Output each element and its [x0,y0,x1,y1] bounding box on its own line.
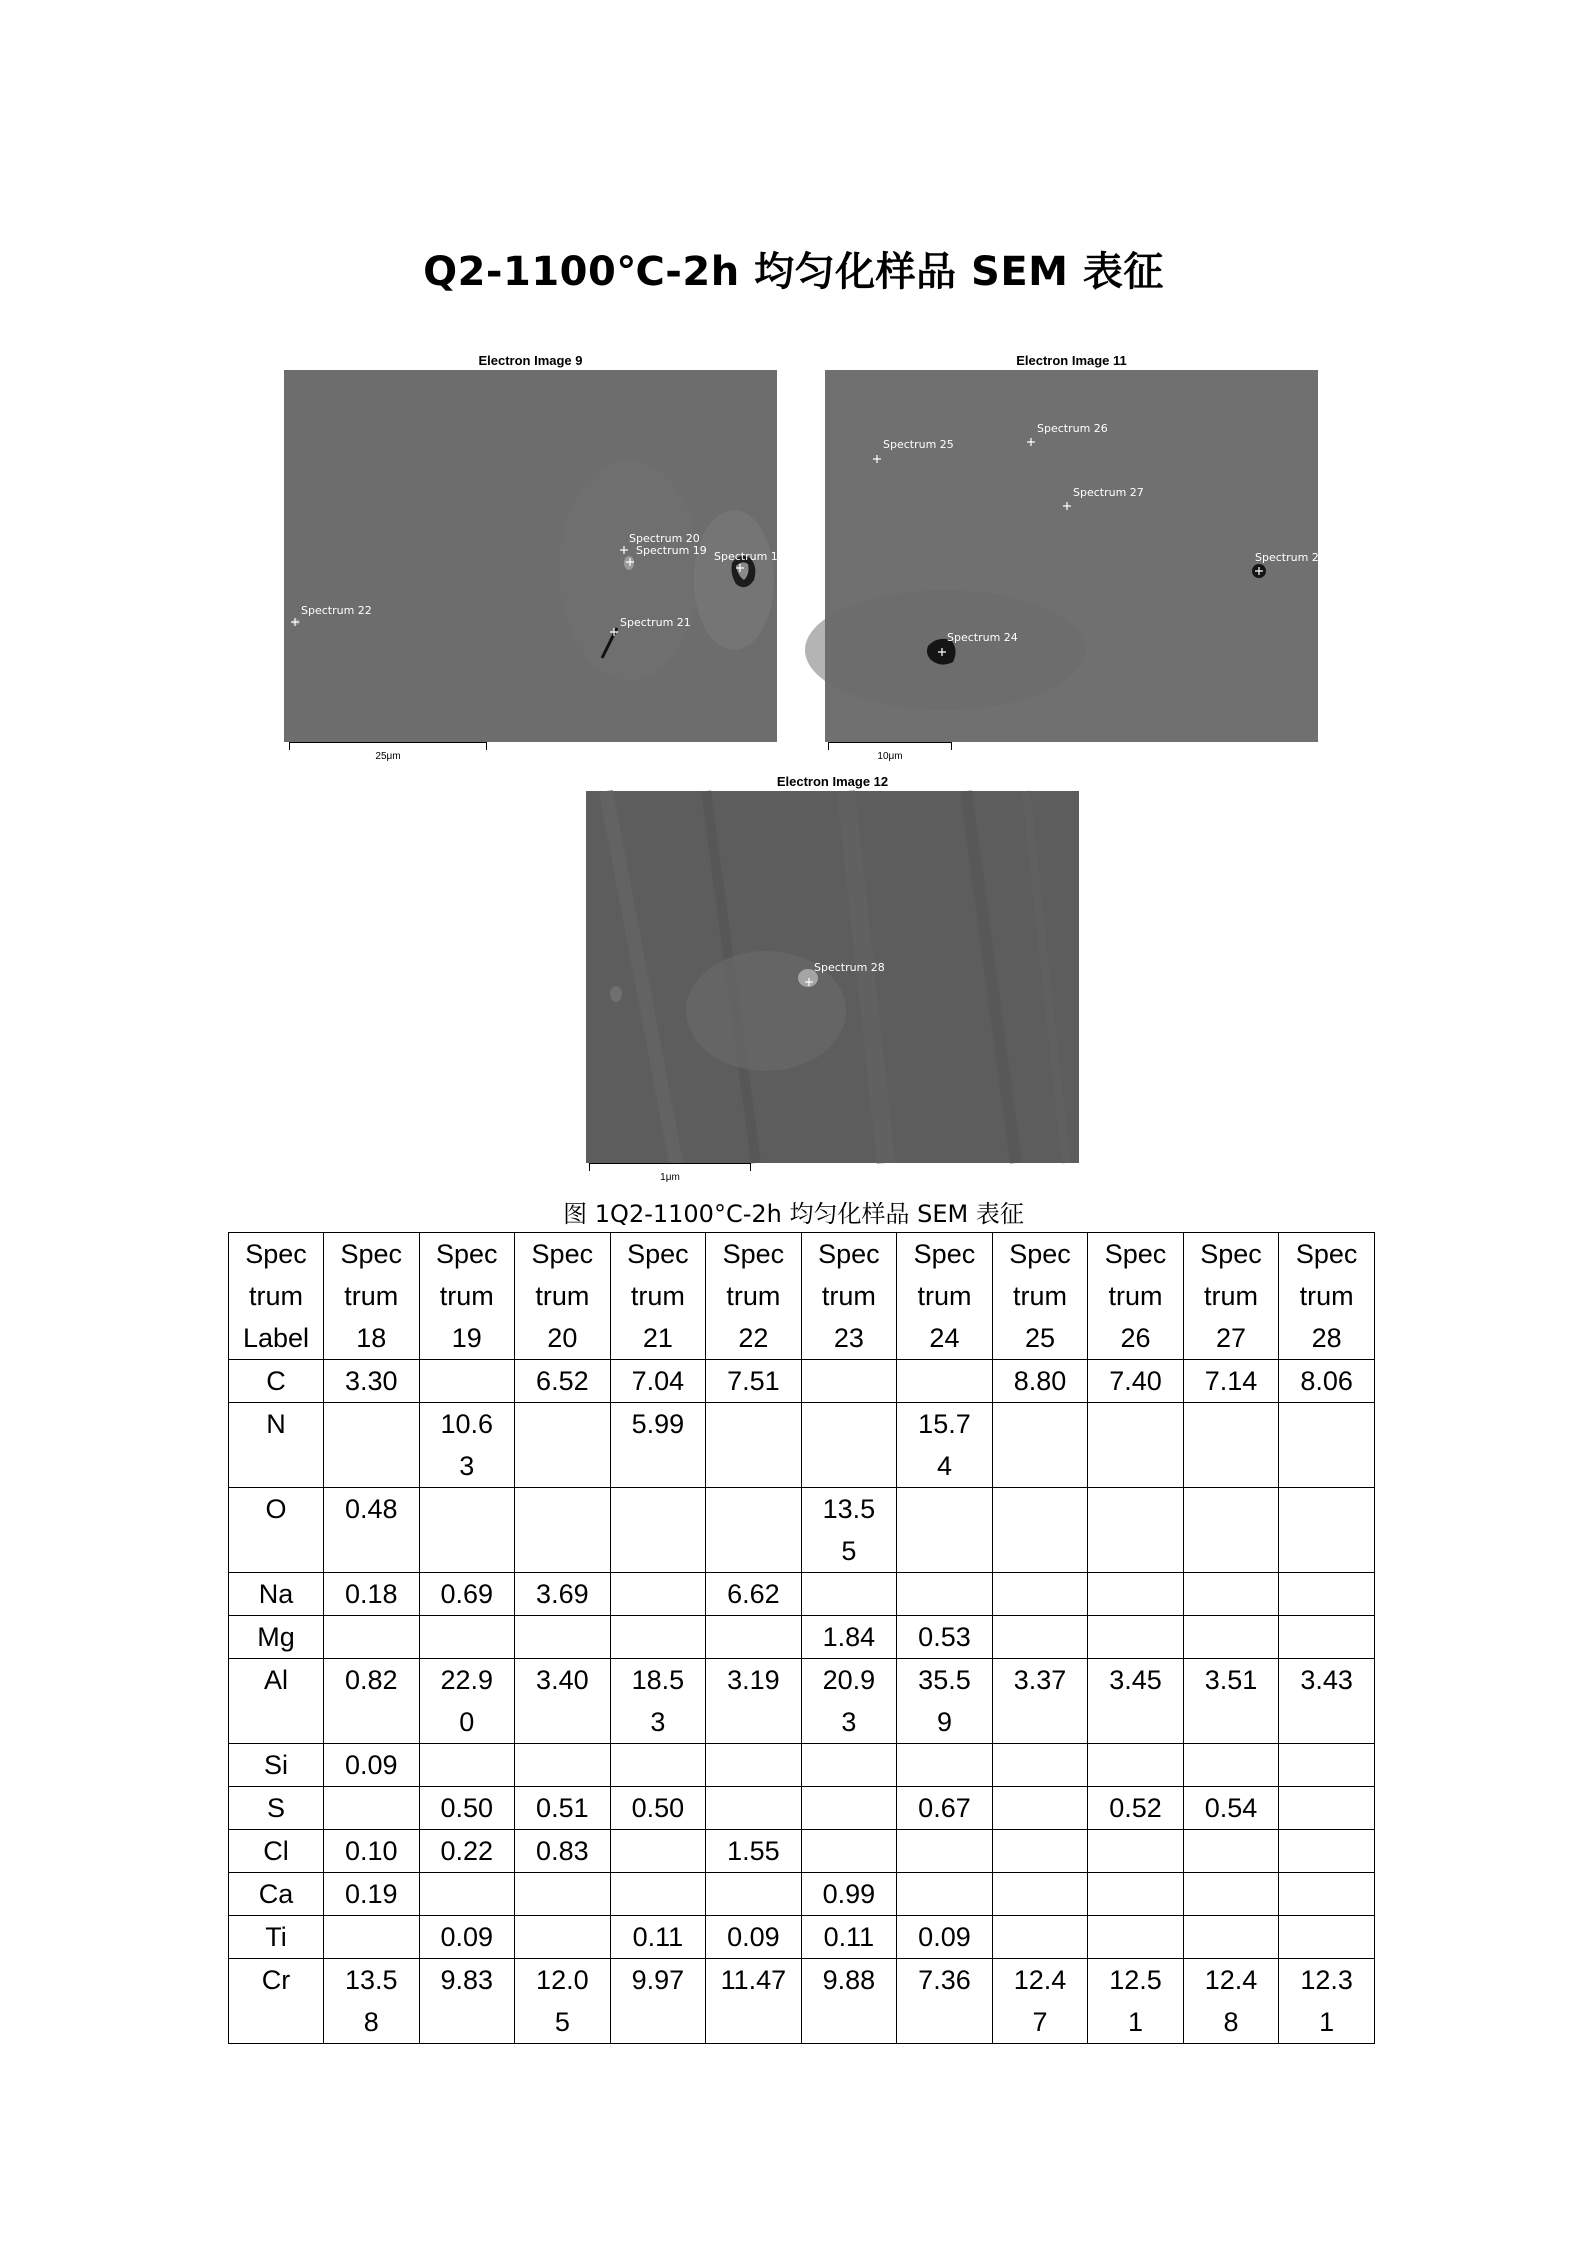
table-cell [419,1959,515,2044]
cell-text: 0.09 [918,1922,971,1952]
cell-text: N [266,1409,286,1439]
table-cell [515,1916,611,1959]
cell-text: 9.97 [631,1965,685,1995]
table-cell [515,1573,611,1616]
cell-text: 0.09 [344,1750,398,1780]
table-cell [324,1873,420,1916]
table-cell [1279,1233,1375,1360]
cell-text: Cl [263,1836,289,1866]
row-label-cell [229,1873,324,1916]
row-label-cell [229,1959,324,2044]
table-cell [1183,1873,1279,1916]
table-cell [1279,1573,1375,1616]
table-cell [1183,1360,1279,1403]
table-cell [419,1488,515,1573]
table-cell [1183,1959,1279,2044]
row-label-cell [229,1360,324,1403]
cell-text: Ca [258,1879,294,1909]
table-cell [610,1959,706,2044]
table-row [229,1787,1375,1830]
table-cell [515,1787,611,1830]
row-label-cell [229,1787,324,1830]
cell-text: Ti [265,1922,287,1952]
cell-text: 12.0 5 [536,1965,589,2037]
table-cell [992,1403,1088,1488]
cell-text: S [266,1793,285,1823]
table-cell [1088,1744,1184,1787]
page-title: Q2-1100℃-2h 均匀化样品 SEM 表征 [423,249,1164,295]
table-cell [897,1488,993,1573]
table-cell [1183,1488,1279,1573]
table-cell [610,1659,706,1744]
svg-text:Spectrum 27: Spectrum 27 [1073,486,1144,499]
table-cell [419,1830,515,1873]
table-cell [706,1360,802,1403]
table-cell [1279,1616,1375,1659]
table-cell [992,1488,1088,1573]
cell-text: 7.40 [1109,1366,1162,1396]
table-cell [801,1360,897,1403]
cell-text: O [265,1494,287,1524]
cell-text: Spec trum 26 [1104,1239,1167,1353]
cell-text: 0.99 [822,1879,876,1909]
table-cell [419,1873,515,1916]
table-cell [1279,1403,1375,1488]
cell-text: 0.51 [536,1793,589,1823]
table-row [229,1830,1375,1873]
table-cell [1183,1573,1279,1616]
table-cell [515,1830,611,1873]
table-cell [1183,1787,1279,1830]
table-cell [610,1233,706,1360]
table-cell [897,1616,993,1659]
table-row [229,1573,1375,1616]
table-cell [610,1360,706,1403]
table-cell [610,1830,706,1873]
table-cell [324,1488,420,1573]
table-cell [1279,1488,1375,1573]
cell-text: Spec trum 24 [913,1239,976,1353]
figure-caption: 图 1Q2-1100°C-2h 均匀化样品 SEM 表征 [563,1200,1024,1228]
table-cell [515,1360,611,1403]
table-row [229,1488,1375,1573]
cell-text: 8.80 [1013,1366,1067,1396]
table-cell [1088,1616,1184,1659]
table-cell [1088,1787,1184,1830]
table-cell [992,1573,1088,1616]
table-cell [706,1873,802,1916]
table-cell [897,1830,993,1873]
table-cell [610,1787,706,1830]
table-cell [1088,1233,1184,1360]
cell-text: 7.04 [631,1366,685,1396]
cell-text: Spec trum 27 [1200,1239,1262,1353]
table-cell [419,1616,515,1659]
table-cell [1088,1360,1184,1403]
cell-text: Cr [261,1965,291,1995]
table-cell [1279,1916,1375,1959]
table-cell [1088,1916,1184,1959]
svg-text:Spectrum 19: Spectrum 19 [636,544,707,557]
table-cell [801,1787,897,1830]
cell-text: Spec trum 25 [1009,1239,1071,1353]
cell-text: 3.43 [1300,1665,1353,1695]
cell-text: 15.7 4 [918,1409,971,1481]
table-cell [706,1830,802,1873]
micrograph [586,791,1079,1163]
cell-text: 0.19 [344,1879,398,1909]
cell-text: 0.50 [631,1793,685,1823]
row-label-cell [229,1403,324,1488]
composition-table [228,1232,1375,2044]
cell-text: 0.54 [1204,1793,1258,1823]
row-label-cell [229,1573,324,1616]
cell-text: 0.52 [1109,1793,1162,1823]
cell-text: 6.62 [727,1579,780,1609]
table-cell [1088,1573,1184,1616]
table-cell [1183,1659,1279,1744]
table-cell [801,1573,897,1616]
table-cell [419,1744,515,1787]
cell-text: 0.48 [344,1494,398,1524]
svg-text:Spectrum 26: Spectrum 26 [1037,422,1108,435]
table-row [229,1916,1375,1959]
cell-text: 20.9 3 [822,1665,876,1737]
table-cell [897,1916,993,1959]
scale-bar [289,742,487,750]
table-row [229,1616,1375,1659]
table-cell [419,1659,515,1744]
table-cell [515,1659,611,1744]
table-cell [1088,1488,1184,1573]
table-row [229,1873,1375,1916]
cell-text: 0.09 [440,1922,494,1952]
cell-text: 12.5 1 [1109,1965,1162,2037]
table-cell [324,1403,420,1488]
micrograph [825,370,1326,742]
table-cell [706,1959,802,2044]
table-cell [706,1233,802,1360]
cell-text: 0.18 [344,1579,398,1609]
table-cell [610,1616,706,1659]
table-cell [1088,1873,1184,1916]
row-label-cell [229,1616,324,1659]
table-cell [706,1744,802,1787]
cell-text: 3.37 [1013,1665,1067,1695]
table-cell [897,1659,993,1744]
table-cell [1088,1830,1184,1873]
row-label-cell [229,1659,324,1744]
cell-text: Spec trum Label [242,1239,310,1353]
cell-text: 3.40 [536,1665,589,1695]
image-title: Electron Image 12 [776,774,889,789]
table-cell [992,1873,1088,1916]
cell-text: 11.47 [720,1965,787,1995]
row-label-cell [229,1830,324,1873]
cell-text: 35.5 9 [918,1665,971,1737]
image-title: Electron Image 9 [478,353,583,368]
cell-text: 0.22 [440,1836,494,1866]
scale-bar [589,1163,751,1171]
cell-text: 3.30 [344,1366,398,1396]
table-cell [324,1616,420,1659]
table-cell [1088,1403,1184,1488]
table-cell [706,1573,802,1616]
table-cell [897,1233,993,1360]
table-cell [1279,1830,1375,1873]
table-cell [897,1787,993,1830]
cell-text: Al [263,1665,288,1695]
row-label-cell [229,1488,324,1573]
table-cell [706,1616,802,1659]
table-cell [515,1744,611,1787]
table-cell [992,1959,1088,2044]
svg-text:Spectrum 25: Spectrum 25 [883,438,954,451]
table-cell [1279,1659,1375,1744]
table-cell [324,1830,420,1873]
image-title: Electron Image 11 [1016,353,1127,368]
table-cell [897,1573,993,1616]
electron-image-11 [825,352,1326,767]
table-cell [419,1233,515,1360]
cell-text: 5.99 [631,1409,685,1439]
cell-text: Spec trum 19 [436,1239,498,1353]
cell-text: Spec trum 22 [722,1239,785,1353]
cell-text: C [266,1366,286,1396]
table-cell [992,1787,1088,1830]
table-cell [515,1233,611,1360]
cell-text: 3.19 [727,1665,780,1695]
cell-text: 18.5 3 [631,1665,685,1737]
cell-text: 6.52 [536,1366,589,1396]
svg-text:Spectrum 18: Spectrum 18 [714,550,785,563]
table-cell [801,1916,897,1959]
table-cell [897,1873,993,1916]
table-cell [1183,1916,1279,1959]
cell-text: 0.11 [823,1922,875,1952]
table-cell [515,1616,611,1659]
svg-text:Spectrum 21: Spectrum 21 [620,616,691,629]
cell-text: 0.69 [440,1579,494,1609]
cell-text: 22.9 0 [440,1665,494,1737]
table-cell [1279,1360,1375,1403]
table-cell [1088,1959,1184,2044]
table-cell [419,1916,515,1959]
table-cell [897,1959,993,2044]
micrograph [284,370,785,742]
table-cell [610,1573,706,1616]
cell-text: 7.51 [727,1366,780,1396]
table-cell [419,1403,515,1488]
table-cell [610,1488,706,1573]
table-cell [419,1787,515,1830]
table-cell [1279,1873,1375,1916]
table-cell [992,1830,1088,1873]
cell-text: 9.83 [440,1965,494,1995]
table-cell [992,1233,1088,1360]
cell-text: 3.45 [1109,1665,1162,1695]
table-cell [897,1744,993,1787]
table-cell [324,1959,420,2044]
cell-text: 0.82 [344,1665,398,1695]
cell-text: 3.69 [536,1579,589,1609]
cell-text: 1.55 [727,1836,780,1866]
row-label-cell [229,1233,324,1360]
svg-text:Spectrum 24: Spectrum 24 [947,631,1018,644]
cell-text: Mg [257,1622,295,1652]
cell-text: 0.10 [344,1836,398,1866]
table-cell [706,1916,802,1959]
table-cell [801,1233,897,1360]
cell-text: 0.83 [536,1836,589,1866]
table-cell [610,1873,706,1916]
table-cell [1183,1616,1279,1659]
table-cell [801,1959,897,2044]
cell-text: Spec trum 20 [531,1239,594,1353]
table-cell [1183,1233,1279,1360]
cell-text: Si [263,1750,288,1780]
scale-bar-label: 25μm [375,751,401,762]
table-row [229,1403,1375,1488]
scale-bar-label: 10μm [877,751,903,762]
table-cell [515,1403,611,1488]
electron-image-12 [586,773,1079,1188]
table-cell [801,1403,897,1488]
table-cell [992,1916,1088,1959]
table-cell [801,1830,897,1873]
table-cell [1279,1787,1375,1830]
table-cell [324,1233,420,1360]
cell-text: 0.50 [440,1793,494,1823]
table-cell [706,1488,802,1573]
table-cell [324,1360,420,1403]
row-label-cell [229,1916,324,1959]
table-row [229,1360,1375,1403]
table-cell [992,1360,1088,1403]
cell-text: 0.67 [918,1793,971,1823]
table-header-row [229,1233,1375,1360]
table-cell [610,1916,706,1959]
cell-text: 0.09 [727,1922,780,1952]
table-cell [801,1488,897,1573]
table-cell [324,1916,420,1959]
cell-text: Spec trum 21 [627,1239,689,1353]
cell-text: 10.6 3 [440,1409,494,1481]
table-cell [324,1787,420,1830]
table-cell [1183,1403,1279,1488]
table-cell [1279,1744,1375,1787]
table-cell [801,1744,897,1787]
cell-text: Spec trum 23 [818,1239,880,1353]
cell-text: 13.5 5 [822,1494,876,1566]
table-row [229,1959,1375,2044]
svg-text:Spectrum 22: Spectrum 22 [301,604,372,617]
table-cell [610,1744,706,1787]
table-cell [706,1787,802,1830]
table-cell [515,1488,611,1573]
table-cell [515,1873,611,1916]
table-cell [1279,1959,1375,2044]
table-cell [515,1959,611,2044]
table-cell [897,1403,993,1488]
table-cell [324,1659,420,1744]
scale-bar-label: 1μm [660,1172,680,1183]
scale-bar [828,742,952,750]
cell-text: 12.4 7 [1013,1965,1067,2037]
table-cell [801,1873,897,1916]
table-cell [801,1659,897,1744]
cell-text: Spec trum 18 [340,1239,403,1353]
table-cell [992,1616,1088,1659]
cell-text: 3.51 [1204,1665,1258,1695]
svg-text:Spectrum 23: Spectrum 23 [1255,551,1326,564]
table-cell [419,1573,515,1616]
cell-text: 12.4 8 [1204,1965,1258,2037]
table-cell [1183,1744,1279,1787]
table-cell [706,1659,802,1744]
cell-text: 9.88 [822,1965,876,1995]
svg-text:Spectrum 20: Spectrum 20 [629,532,700,545]
table-row [229,1744,1375,1787]
table-cell [706,1403,802,1488]
row-label-cell [229,1744,324,1787]
cell-text: 8.06 [1300,1366,1353,1396]
cell-text: 0.53 [918,1622,971,1652]
table-cell [419,1360,515,1403]
table-cell [992,1744,1088,1787]
cell-text: 1.84 [822,1622,876,1652]
table-cell [324,1573,420,1616]
cell-text: 7.14 [1204,1366,1258,1396]
table-cell [610,1403,706,1488]
table-cell [1183,1830,1279,1873]
cell-text: 7.36 [918,1965,971,1995]
svg-text:Spectrum 28: Spectrum 28 [814,961,885,974]
table-cell [1088,1659,1184,1744]
electron-image-9 [284,352,785,767]
cell-text: 13.5 8 [344,1965,398,2037]
table-cell [801,1616,897,1659]
table-cell [897,1360,993,1403]
cell-text: 0.11 [632,1922,684,1952]
cell-text: Na [258,1579,294,1609]
table-cell [992,1659,1088,1744]
cell-text: 12.3 1 [1300,1965,1353,2037]
table-cell [324,1744,420,1787]
cell-text: Spec trum 28 [1295,1239,1358,1353]
table-row [229,1659,1375,1744]
